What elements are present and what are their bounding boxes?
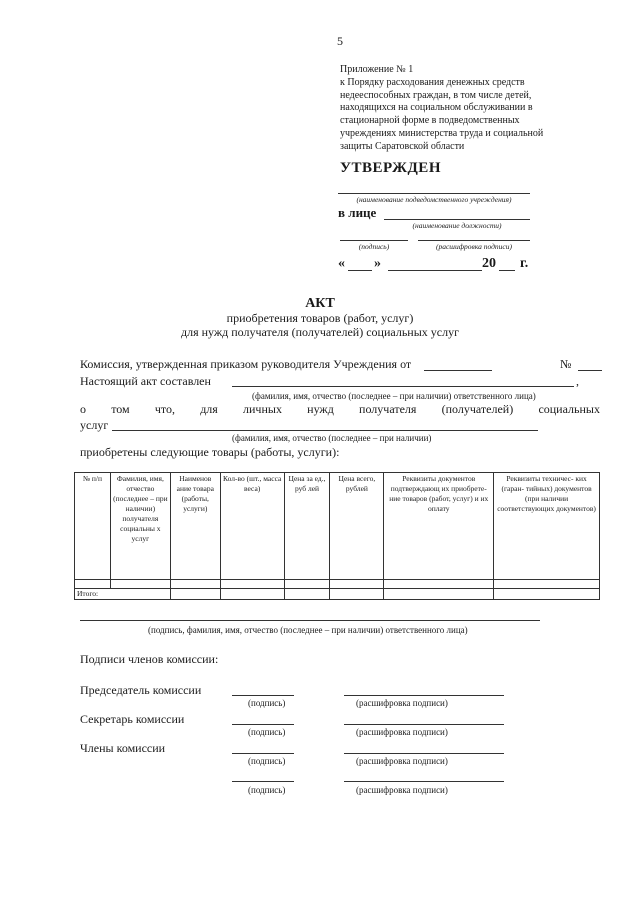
appendix-line: находящихся на социальном обслуживании в — [340, 102, 533, 114]
recipient-caption: (фамилия, имя, отчество (последнее – при наличии) — [232, 433, 432, 443]
member1-sign-line — [232, 753, 294, 754]
appendix-line: защиты Саратовской области — [340, 140, 465, 152]
decoding-caption: (расшифровка подписи) — [435, 242, 513, 251]
secretary-decode-caption: (расшифровка подписи) — [356, 727, 448, 737]
goods-table — [74, 472, 600, 600]
appendix-line: стационарной форме в подведомственных — [340, 115, 520, 127]
header-cell: Фамилия, имя, отчество (последнее – при наличии) получателя социальны х услуг — [110, 473, 170, 580]
table-total-row — [75, 589, 600, 600]
appendix-block — [340, 64, 600, 154]
act-subtitle-1: приобретения товаров (работ, услуг) — [226, 311, 414, 325]
date-close-quote: » — [374, 256, 381, 271]
order-number-line — [578, 370, 602, 371]
member1-decode-line — [344, 753, 504, 754]
responsible-line — [232, 386, 574, 387]
act-title: АКТ — [305, 296, 335, 311]
purpose-word: что, — [154, 402, 175, 416]
secretary-label: Секретарь комиссии — [80, 712, 185, 726]
purpose-line — [80, 402, 600, 417]
chairman-decode-caption: (расшифровка подписи) — [356, 698, 448, 708]
date-suffix: г. — [520, 256, 529, 271]
table-row — [75, 580, 600, 589]
header-cell: № п/п — [75, 473, 111, 580]
position-caption: (наименование должности) — [412, 221, 502, 230]
date-day-line — [348, 270, 372, 271]
date-month-line — [388, 270, 482, 271]
responsible-signature-caption: (подпись, фамилия, имя, отчество (последнее – при наличии) ответственного лица) — [148, 625, 468, 635]
page-number: 5 — [337, 34, 343, 48]
appendix-line: учреждениях министерства труда и социальной — [340, 127, 544, 139]
header-cell: Кол-во (шт., масса веса) — [220, 473, 284, 580]
purpose-word: для — [200, 402, 218, 416]
date-year: 20 — [482, 256, 496, 271]
purpose-word: социальных — [538, 402, 600, 416]
approved-heading: УТВЕРЖДЕН — [340, 160, 441, 176]
commission-line: Комиссия, утвержденная приказом руководителя Учреждения от — [80, 357, 412, 371]
total-label: Итого: — [75, 589, 171, 600]
header-cell: Реквизиты документов подтверждающ их приобрете- ние товаров (работ, услуг) и их оплату — [384, 473, 494, 580]
purchased-line: приобретены следующие товары (работы, услуги): — [80, 445, 340, 459]
chairman-decode-line — [344, 695, 504, 696]
members-label: Члены комиссии — [80, 741, 166, 755]
purpose-word: нужд — [307, 402, 334, 416]
date-open-quote: « — [338, 256, 345, 271]
composed-line-end: , — [576, 374, 579, 388]
chairman-label: Председатель комиссии — [80, 683, 202, 697]
member2-sign-caption: (подпись) — [248, 785, 286, 795]
services-word: услуг — [80, 418, 109, 432]
purpose-word: том — [111, 402, 130, 416]
position-line — [384, 219, 530, 220]
institution-line — [338, 193, 530, 194]
signature-caption: (подпись) — [358, 242, 390, 251]
order-date-line — [424, 370, 492, 371]
purpose-word: личных — [243, 402, 282, 416]
composed-line: Настоящий акт составлен — [80, 374, 211, 388]
decoding-line — [418, 240, 530, 241]
member2-decode-caption: (расшифровка подписи) — [356, 785, 448, 795]
chairman-sign-line — [232, 695, 294, 696]
appendix-line: к Порядку расходования денежных средств — [340, 76, 525, 88]
member2-sign-line — [232, 781, 294, 782]
secretary-sign-caption: (подпись) — [248, 727, 286, 737]
header-cell: Реквизиты техничес- ких (гаран- тийных) документов (при наличии соответствующих документов) — [494, 473, 600, 580]
secretary-decode-line — [344, 724, 504, 725]
member1-sign-caption: (подпись) — [248, 756, 286, 766]
act-subtitle-2: для нужд получателя (получателей) социальных услуг — [180, 325, 460, 339]
responsible-caption: (фамилия, имя, отчество (последнее – при наличии) ответственного лица) — [252, 391, 536, 401]
secretary-sign-line — [232, 724, 294, 725]
institution-caption: (наименование подведомственного учреждения) — [356, 195, 512, 204]
in-person-label: в лице — [338, 205, 377, 220]
commission-heading: Подписи членов комиссии: — [80, 652, 219, 666]
header-cell: Цена за ед., руб лей — [284, 473, 330, 580]
header-cell: Цена всего, рублей — [330, 473, 384, 580]
chairman-sign-caption: (подпись) — [248, 698, 286, 708]
recipient-line — [112, 430, 538, 431]
purpose-word: (получателей) — [441, 402, 514, 416]
member1-decode-caption: (расшифровка подписи) — [356, 756, 448, 766]
number-sign: № — [560, 357, 572, 371]
table-header-row — [75, 473, 600, 580]
header-cell: Наименов ание товара (работы, услуги) — [170, 473, 220, 580]
purpose-word: получателя — [359, 402, 417, 416]
responsible-signature-line — [80, 620, 540, 621]
appendix-line: недееспособных граждан, в том числе детей, — [340, 89, 532, 101]
date-year-line — [499, 270, 515, 271]
member2-decode-line — [344, 781, 504, 782]
signature-line — [340, 240, 408, 241]
purpose-word: о — [80, 402, 86, 416]
appendix-title: Приложение № 1 — [340, 64, 414, 75]
